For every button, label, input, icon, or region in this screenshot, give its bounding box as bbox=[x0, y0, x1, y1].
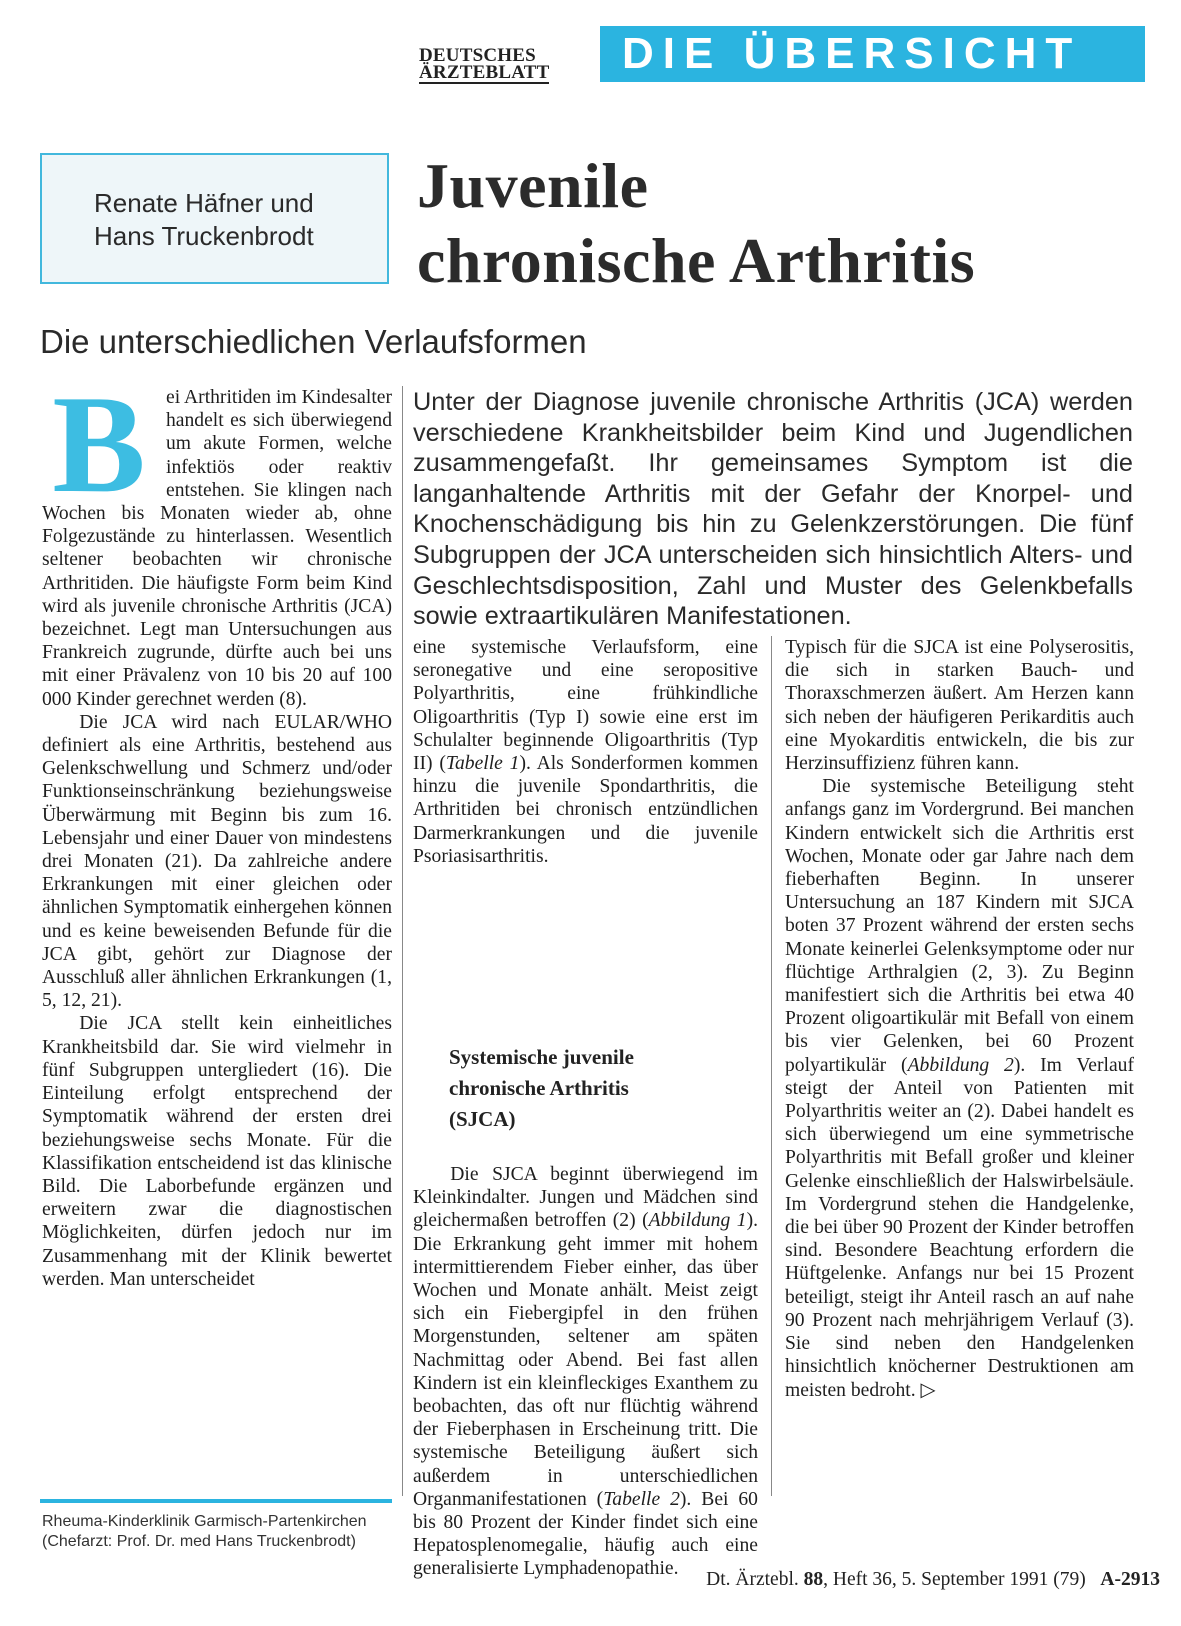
affiliation-footnote: Rheuma-Kinderklinik Garmisch-Partenkirchen (Chefarzt: Prof. Dr. med Hans Truckenbrodt) bbox=[42, 1513, 367, 1550]
section-heading-sjca: Systemische juvenile chronische Arthritis (SJCA) bbox=[449, 1045, 634, 1131]
section-banner: DIE ÜBERSICHT bbox=[600, 26, 1145, 82]
col1-paragraph-1: ei Arthritiden im Kindesalter handelt es sich überwiegend um akute Formen, welche infektiös oder reaktiv entstehen. Sie klingen nach Wochen bis Monaten wieder ab, ohne Folgezustände zu hinterlassen. Wesentlich seltener beobachten wir chronische Arthritiden. Die häufigste Form beim Kind wird als juvenile chronische Arthritis (JCA) bezeichnet. Legt man Untersuchungen aus Frankreich zugrunde, dürfte auch bei uns mit einer Prävalenz von 10 bis 20 auf 100 000 Kinder gerechnet werden (8). bbox=[42, 387, 392, 710]
col1-paragraph-2: Die JCA wird nach EULAR/WHO definiert als eine Arthritis, bestehend aus Gelenkschwellung und Schmerz und/oder Funktionseinschränkung beziehungsweise Überwärmung mit Beginn bis zum 16. Lebensjahr und einer Dauer von mindestens drei Monaten (21). Da zahlreiche andere Erkrankungen mit einer gleichen oder ähnlichen Symptomatik einhergehen können und es keine beweisenden Befunde für die JCA gibt, gehört zur Diagnose der Ausschluß aller ähnlichen Erkrankungen (1, 5, 12, 21). bbox=[42, 711, 392, 1012]
title-line-2: chronische Arthritis bbox=[417, 225, 976, 296]
page-footer bbox=[600, 1569, 1160, 1591]
dropcap-letter: B bbox=[52, 386, 146, 522]
figure-2-reference: Abbildung 2 bbox=[907, 1054, 1014, 1076]
col3-paragraph-2: Die systemische Beteiligung steht anfangs ganz im Vordergrund. Bei manchen Kindern entwickelt sich die Arthritis erst Wochen, Monate oder gar Jahre nach dem fieberhaften Beginn. In unserer Untersuchung an 187 Kindern mit SJCA boten 37 Prozent während der ersten sechs Monate keinerlei Gelenksymptome oder nur flüchtige Arthralgien (2, 3). Zu Beginn manifestiert sich die Arthritis bei etwa 40 Prozent oligoartikulär mit Befall von einem bis vier Gelenken, bei 60 Prozent polyartikulär (Abbildung 2). Im Verlauf steigt der Anteil von Patienten mit Polyarthritis weiter an (2). Dabei handelt es sich überwiegend um eine symmetrische Polyarthritis mit Befall großer und kleiner Gelenke einschließlich der Halswirbelsäule. Im Vordergrund stehen die Handgelenke, die bei über 90 Prozent der Kinder betroffen sind. Besondere Beachtung erfordern die Hüftgelenke. Anfangs nur bei 15 Prozent beteiligt, steigt ihr Anteil rasch an auf nahe 90 Prozent nach mehrjährigem Verlauf (3). Sie sind neben den Handgelenken hinsichtlich knöcherner Destruktionen am meisten bedroht. ▷ bbox=[785, 776, 1134, 1401]
column-1 bbox=[42, 386, 392, 1493]
col2-paragraph-1: eine systemische Verlaufsform, eine seronegative und eine seropositive Polyarthritis, eine frühkindliche Oligoarthritis (Typ I) sowie eine erst im Schulalter beginnende Oligoarthritis (Typ II) (Tabelle 1). Als Sonderformen kommen hinzu die juvenile Spondarthritis, die Arthritiden bei chronisch entzündlichen Darmerkrankungen und die juvenile Psoriasisarthritis. bbox=[413, 637, 759, 867]
author-line-2: Hans Truckenbrodt bbox=[94, 221, 314, 251]
table-1-reference: Tabelle 1 bbox=[445, 753, 520, 775]
author-line-1: Renate Häfner und bbox=[94, 188, 314, 218]
figure-1-reference: Abbildung 1 bbox=[648, 1210, 747, 1232]
footnote-rule bbox=[40, 1499, 392, 1503]
footer-page-number: A-2913 bbox=[1100, 1569, 1160, 1590]
column-3 bbox=[785, 636, 1134, 1551]
column-divider-2 bbox=[771, 636, 772, 1496]
col3-paragraph-1: Typisch für die SJCA ist eine Polyserositis, die sich in starken Bauch- und Thoraxschmerzen äußert. Am Herzen kann sich neben der häufigeren Perikarditis auch eine Myokarditis entwickeln, die bis zur Herzinsuffizienz führen kann. bbox=[785, 637, 1134, 775]
footer-issue: , Heft 36, 5. September 1991 (79) bbox=[823, 1569, 1086, 1590]
footer-journal: Dt. Ärztebl. bbox=[706, 1569, 799, 1590]
continue-arrow-icon: ▷ bbox=[920, 1379, 936, 1401]
col1-paragraph-3: Die JCA stellt kein einheitliches Krankheitsbild dar. Sie wird vielmehr in fünf Subgruppen untergliedert (16). Die Einteilung erfolgt entsprechend der Symptomatik während der ersten drei beziehungsweise sechs Monate. Für die Klassifikation entscheidend ist das klinische Bild. Die Laborbefunde ergänzen und erweitern zwar die diagnostischen Möglichkeiten, dürfen jedoch nur im Zusammenhang mit der Klinik bewertet werden. Man unterscheidet bbox=[42, 1013, 392, 1290]
table-2-reference: Tabelle 2 bbox=[603, 1488, 680, 1510]
article-subtitle: Die unterschiedlichen Verlaufsformen bbox=[40, 323, 587, 360]
article-title bbox=[417, 148, 1177, 298]
logo-line2: ÄRZTEBLATT bbox=[419, 62, 550, 83]
column-divider-1 bbox=[402, 386, 403, 1496]
column-2 bbox=[413, 636, 759, 1580]
title-line-1: Juvenile bbox=[417, 150, 649, 221]
footer-volume: 88 bbox=[803, 1569, 824, 1590]
col2-paragraph-2: Die SJCA beginnt überwiegend im Kleinkindalter. Jungen und Mädchen sind gleichermaßen betroffen (2) (Abbildung 1). Die Erkrankung geht immer mit hohem intermittierendem Fieber einher, das über Wochen und Monate anhält. Meist zeigt sich ein Fiebergipfel in den frühen Morgenstunden, seltener am späten Nachmittag oder Abend. Bei fast allen Kindern ist ein kleinfleckiges Exanthem zu beobachten, das oft nur flüchtig während der Fieberphasen in Erscheinung tritt. Die systemische Beteiligung äußert sich außerdem in unterschiedlichen Organmanifestationen (Tabelle 2). Bei 60 bis 80 Prozent der Kinder findet sich eine Hepatosplenomegalie, häufig auch eine generalisierte Lymphadenopathie. bbox=[413, 1164, 758, 1580]
lead-paragraph: Unter der Diagnose juvenile chronische Arthritis (JCA) werden verschiedene Krankheitsbilder beim Kind und Jugendlichen zusammengefaßt. Ihr gemeinsames Symptom ist die langanhaltende Arthritis mit der Gefahr der Knorpel- und Knochenschädigung bis hin zu Gelenkzerstörungen. Die fünf Subgruppen der JCA unterscheiden sich hinsichtlich Alters- und Geschlechtsdisposition, Zahl und Muster des Gelenkbefalls sowie extraartikulären Manifestationen. bbox=[413, 388, 1133, 631]
authors-box bbox=[40, 153, 389, 284]
journal-logo bbox=[419, 47, 589, 84]
logo-line1: DEUTSCHES bbox=[419, 45, 536, 66]
